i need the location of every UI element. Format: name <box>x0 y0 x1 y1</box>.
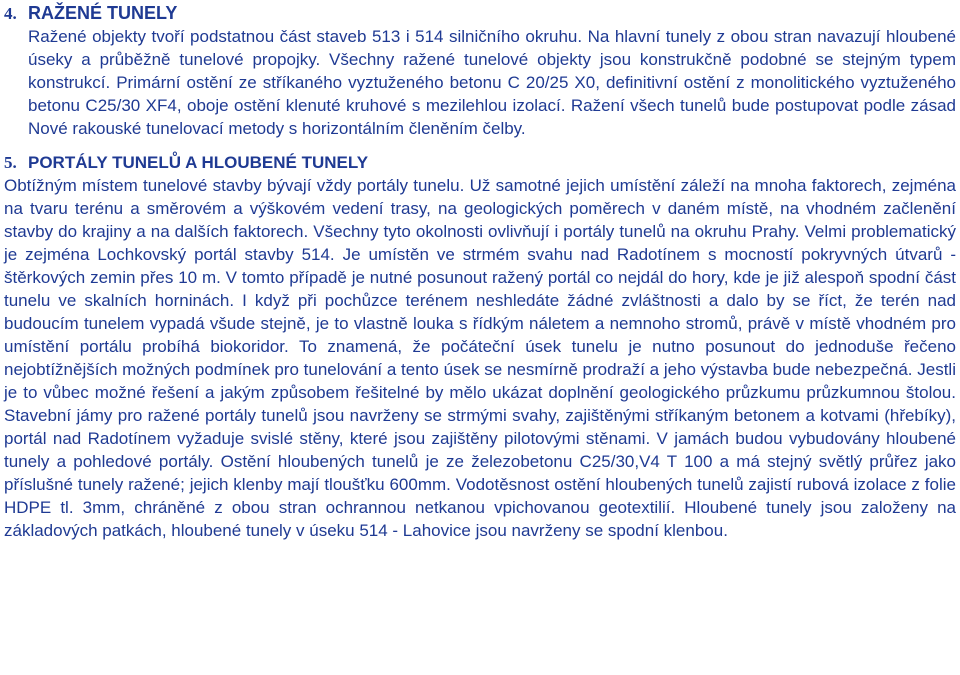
section-4-title: RAŽENÉ TUNELY <box>28 3 178 23</box>
section-5-heading <box>4 152 956 174</box>
section-4 <box>4 2 956 140</box>
section-4-heading <box>4 2 956 25</box>
section-5-number: 5. <box>4 153 17 172</box>
section-4-number: 4. <box>4 4 17 23</box>
section-5-paragraph: Obtížným místem tunelové stavby bývají vždy portály tunelu. Už samotné jejich umístění záleží na mnoha faktorech, zejména na tvaru terénu a směrovém a výškovém vedení trasy, na geologických poměrech v daném místě, na vhodném začlenění stavby do krajiny a na dalších faktorech. Všechny tyto okolnosti ovlivňují i portály tunelů na okruhu Prahy. Velmi problematický je zejména Lochkovský portál stavby 514. Je umístěn ve strmém svahu nad Radotínem s mocností pokryvných útvarů - štěrkových zemin přes 10 m. V tomto případě je nutné posunout ražený portál co nejdál do hory, kde je již alespoň spodní část tunelu ve skalních horninách. I když při pochůzce terénem neshledáte žádné zvláštnosti a dalo by se říct, že terén nad budoucím tunelem vypadá všude stejně, je to vlastně louka s řídkým náletem a nemnoho stromů, právě v místě vhodném pro umístění portálu probíhá biokoridor. To znamená, že počáteční úsek tunelu je nutno posunout do jednoduše řečeno nejobtížnějších možných podmínek pro tunelování a tento úsek se nesmírně prodraží a jeho výstavba bude nebezpečná. Jestli je to vůbec možné řešení a jakým způsobem řešitelné by mělo ukázat doplnění geologického průzkumu průzkumnou štolou. Stavební jámy pro ražené portály tunelů jsou navrženy se strmými svahy, zajištěnými stříkaným betonem a kotvami (hřebíky), portál nad Radotínem vyžaduje svislé stěny, které jsou zajištěny pilotovými stěnami. V jamách budou vybudovány hloubené tunely a pohledové portály. Ostění hloubených tunelů je ze železobetonu C25/30,V4 T 100 a má stejný světlý průřez jako příslušné tunely ražené; jejich klenby mají tloušťku 600mm. Vodotěsnost ostění hloubených tunelů zajistí rubová izolace z folie HDPE tl. 3mm, chráněné z obou stran ochrannou netkanou vpichovanou geotextilií. Hloubené tunely jsou založeny na základových patkách, hloubené tunely v úseku 514 - Lahovice jsou navrženy se spodní klenbou. <box>4 176 956 540</box>
section-5-title: PORTÁLY TUNELŮ A HLOUBENÉ TUNELY <box>28 153 369 172</box>
section-5 <box>4 152 956 542</box>
section-4-paragraph: Ražené objekty tvoří podstatnou část staveb 513 i 514 silničního okruhu. Na hlavní tunely z obou stran navazují hloubené úseky a průběžně tunelové propojky. Všechny ražené tunelové objekty jsou konstrukčně podobné se stejným typem konstrukcí. Primární ostění ze stříkaného vyztuženého betonu C 20/25 X0, definitivní ostění z monolitického vyztuženého betonu C25/30 XF4, oboje ostění klenuté kruhové s mezilehlou izolací. Ražení všech tunelů bude postupovat podle zásad Nové rakouské tunelovací metody s horizontálním členěním čelby. <box>28 27 956 138</box>
